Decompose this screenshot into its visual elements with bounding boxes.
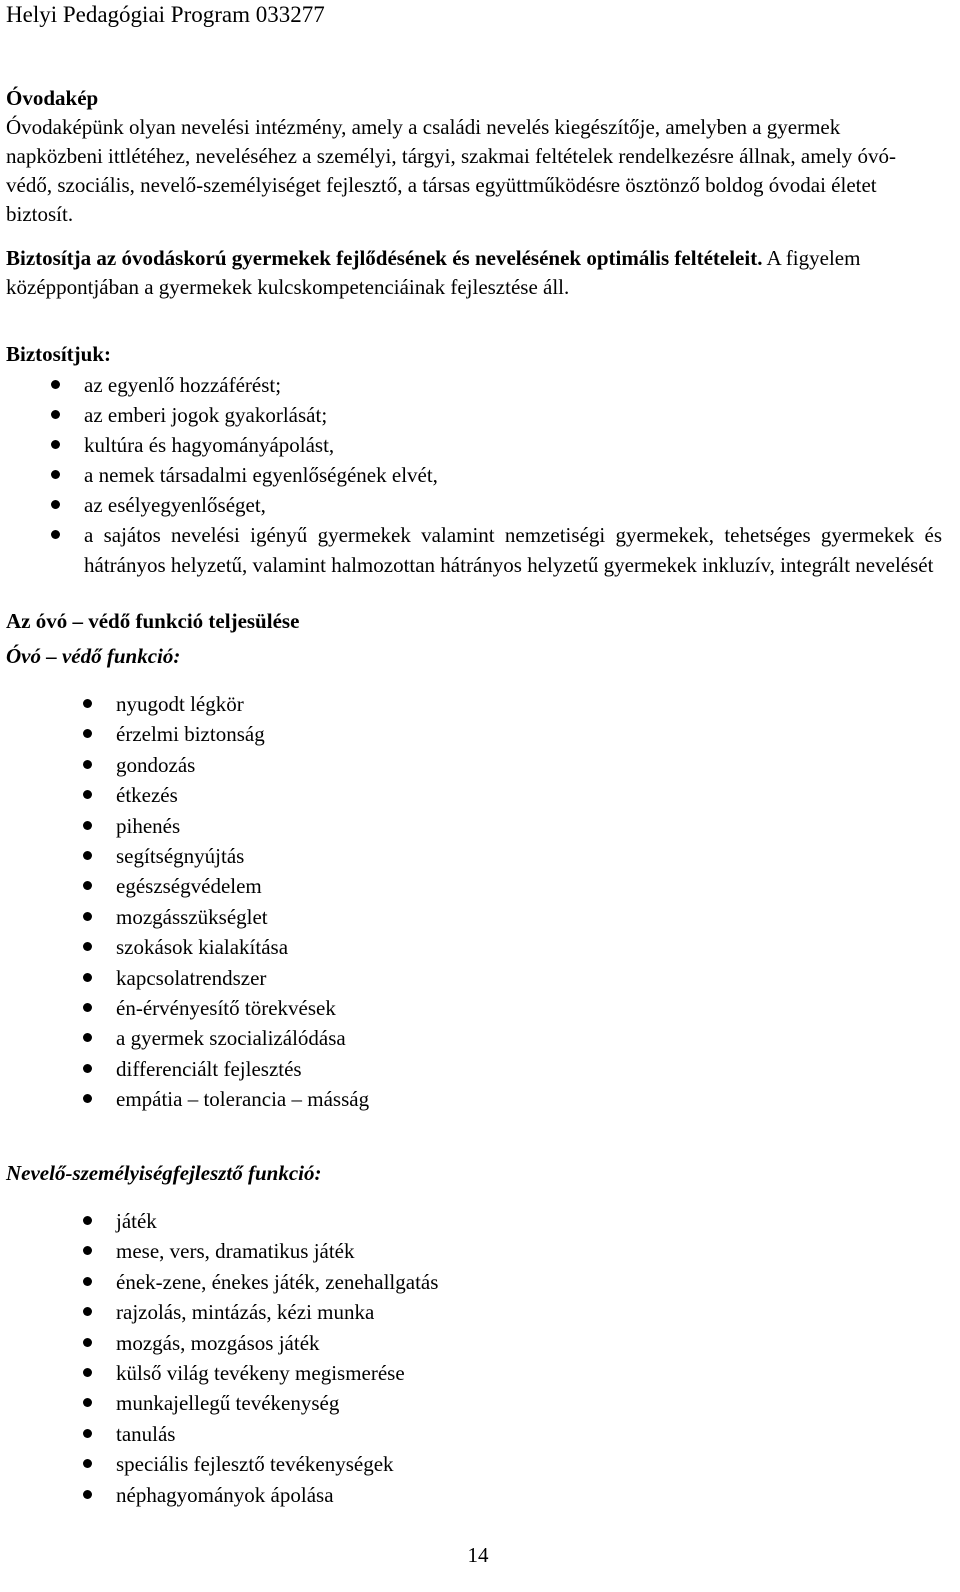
- list-item-text: a gyermek szocializálódása: [116, 1026, 346, 1051]
- biztositjuk-section: [6, 340, 942, 580]
- list-item: [6, 1023, 942, 1053]
- list-item: [6, 1328, 942, 1358]
- nevelo-subheading: Nevelő-személyiségfejlesztő funkció:: [6, 1161, 322, 1185]
- bullet-icon: [83, 1459, 92, 1468]
- document-page: [6, 0, 950, 1592]
- list-item-text: mozgás, mozgásos játék: [116, 1330, 320, 1355]
- ovodakep-section: [6, 84, 942, 229]
- bullet-icon: [83, 1003, 92, 1012]
- list-item-text: az egyenlő hozzáférést;: [84, 373, 282, 397]
- bullet-icon: [83, 1429, 92, 1438]
- list-item-text: nyugodt légkör: [116, 692, 244, 716]
- bullet-icon: [83, 760, 92, 769]
- list-item-text: kultúra és hagyományápolást,: [84, 433, 335, 457]
- list-item: [6, 1236, 942, 1266]
- list-item-text: empátia – tolerancia – másság: [116, 1087, 370, 1112]
- list-item-text: mozgásszükséglet: [116, 904, 268, 929]
- bullet-icon: [83, 1307, 92, 1316]
- list-item-text: külső világ tevékeny megismerése: [116, 1361, 405, 1386]
- list-item: [6, 689, 942, 719]
- ovodakep-paragraph-2-text: A figyelem középpontjában a gyermekek kulcskompetenciáinak fejlesztése áll.: [6, 246, 861, 299]
- list-item: [6, 1358, 942, 1388]
- list-item: [6, 490, 942, 520]
- list-item-text: mese, vers, dramatikus játék: [116, 1239, 355, 1264]
- list-item-text: rajzolás, mintázás, kézi munka: [116, 1300, 375, 1325]
- list-item-text: én-érvényesítő törekvések: [116, 996, 336, 1021]
- list-item-text: ének-zene, énekes játék, zenehallgatás: [116, 1269, 439, 1294]
- list-item-text: játék: [116, 1209, 157, 1233]
- list-item: [6, 460, 942, 490]
- bullet-icon: [83, 1216, 92, 1225]
- bullet-icon: [83, 790, 92, 799]
- list-item-text: az emberi jogok gyakorlását;: [84, 403, 328, 427]
- bullet-icon: [83, 1064, 92, 1073]
- bullet-icon: [83, 942, 92, 951]
- ovo-vedo-heading: Az óvó – védő funkció teljesülése: [6, 609, 300, 633]
- ovodakep-heading: Óvodakép: [6, 86, 99, 110]
- list-item-text: gondozás: [116, 752, 196, 777]
- ovo-vedo-list: [6, 689, 942, 1115]
- list-item-text: érzelmi biztonság: [116, 722, 265, 747]
- list-item-text: tanulás: [116, 1421, 176, 1446]
- bullet-icon: [83, 912, 92, 921]
- ovodakep-paragraph: Óvodaképünk olyan nevelési intézmény, amely a családi nevelés kiegészítője, amelyben a gyermek napközbeni ittlétéhez, neveléséhez a személyi, tárgyi, szakmai feltételek rendelkezésre állnak, amely óvó-védő, szociális, nevelő-személyiséget fejlesztő, a társas együttműködésre ösztönző boldog óvodai életet biztosít.: [6, 115, 896, 226]
- list-item-text: segítségnyújtás: [116, 844, 245, 869]
- list-item: [6, 1388, 942, 1418]
- list-item: [6, 871, 942, 901]
- bullet-icon: [83, 1277, 92, 1286]
- list-item: [6, 1206, 942, 1236]
- page-header: Helyi Pedagógiai Program 033277: [6, 2, 325, 27]
- bullet-icon: [83, 729, 92, 738]
- bullet-icon: [83, 1094, 92, 1103]
- list-item-text: munkajellegű tevékenység: [116, 1391, 340, 1416]
- list-item: [6, 430, 942, 460]
- list-item: [6, 1267, 942, 1297]
- list-item: [6, 932, 942, 962]
- page-number: 14: [467, 1543, 489, 1567]
- ovo-vedo-section: [6, 607, 942, 1115]
- list-item-text: étkezés: [116, 783, 178, 808]
- list-item: [6, 1297, 942, 1327]
- list-item-text: egészségvédelem: [116, 874, 262, 899]
- list-item: [6, 1419, 942, 1449]
- list-item: [6, 1084, 942, 1114]
- bullet-icon: [83, 1338, 92, 1347]
- list-item: [6, 1449, 942, 1479]
- list-item: [6, 993, 942, 1023]
- bullet-icon: [83, 881, 92, 890]
- list-item-text: a sajátos nevelési igényű gyermekek valamint nemzetiségi gyermekek, tehetséges gyermekek és hátrányos helyzetű, valamint halmozottan hátrányos helyzetű gyermekek inkluzív, integrált nevelését: [84, 523, 942, 577]
- list-item-text: speciális fejlesztő tevékenységek: [116, 1452, 394, 1477]
- list-item: [6, 963, 942, 993]
- list-item: [6, 370, 942, 400]
- list-item: [6, 902, 942, 932]
- bullet-icon: [83, 1398, 92, 1407]
- list-item: [6, 400, 942, 430]
- bullet-icon: [83, 699, 92, 708]
- list-item: [6, 811, 942, 841]
- bullet-icon: [51, 530, 60, 539]
- bullet-icon: [83, 1033, 92, 1042]
- list-item-text: szokások kialakítása: [116, 935, 289, 960]
- list-item: [6, 780, 942, 810]
- list-item-text: az esélyegyenlőséget,: [84, 493, 266, 517]
- bullet-icon: [83, 1490, 92, 1499]
- bullet-icon: [51, 470, 60, 479]
- biztositjuk-list: [6, 370, 942, 580]
- bullet-icon: [51, 410, 60, 419]
- list-item-text: kapcsolatrendszer: [116, 965, 267, 990]
- ovodakep-paragraph-2: [6, 244, 942, 302]
- bullet-icon: [51, 380, 60, 389]
- nevelo-section: [6, 1159, 942, 1510]
- bullet-icon: [51, 440, 60, 449]
- list-item: [6, 1480, 942, 1510]
- list-item-text: differenciált fejlesztés: [116, 1056, 302, 1081]
- list-item: [6, 1054, 942, 1084]
- bullet-icon: [83, 1368, 92, 1377]
- biztositjuk-heading: Biztosítjuk:: [6, 342, 111, 366]
- ovodakep-paragraph-2-bold: Biztosítja az óvodáskorú gyermekek fejlődésének és nevelésének optimális feltételeit.: [6, 246, 763, 270]
- list-item-text: néphagyományok ápolása: [116, 1482, 334, 1507]
- list-item: [6, 719, 942, 749]
- list-item-text: pihenés: [116, 813, 181, 838]
- nevelo-list: [6, 1206, 942, 1510]
- bullet-icon: [83, 851, 92, 860]
- list-item: [6, 841, 942, 871]
- bullet-icon: [51, 500, 60, 509]
- list-item: [6, 750, 942, 780]
- list-item: [6, 520, 942, 580]
- bullet-icon: [83, 821, 92, 830]
- bullet-icon: [83, 1246, 92, 1255]
- ovo-vedo-subheading: Óvó – védő funkció:: [6, 644, 181, 668]
- bullet-icon: [83, 973, 92, 982]
- list-item-text: a nemek társadalmi egyenlőségének elvét,: [84, 463, 438, 487]
